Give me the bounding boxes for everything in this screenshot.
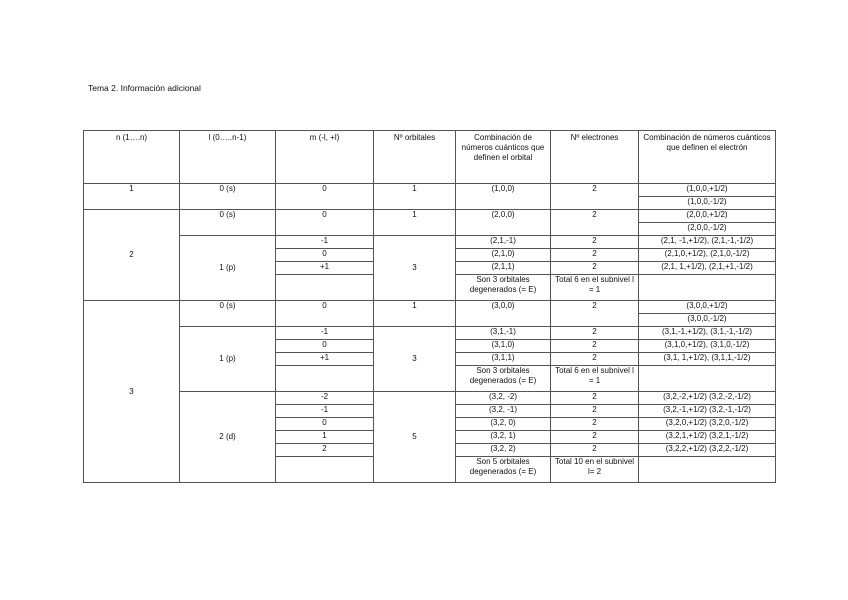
orbital-combination: (2,1,1) bbox=[456, 262, 551, 275]
electron-empty-cell bbox=[639, 275, 776, 301]
header-m: m (-l, +l) bbox=[276, 131, 374, 184]
m-value: -1 bbox=[276, 405, 374, 418]
orbital-summary: Son 3 orbitales degenerados (= E) bbox=[456, 366, 551, 392]
page-title: Tema 2. Información adicional bbox=[88, 83, 201, 93]
electron-count: 2 bbox=[551, 210, 639, 236]
table-row bbox=[84, 184, 776, 197]
orbital-combination: (3,2, -2) bbox=[456, 392, 551, 405]
m-empty-cell bbox=[276, 275, 374, 301]
m-value: 0 bbox=[276, 340, 374, 353]
electron-count: 2 bbox=[551, 327, 639, 340]
electron-combination: (3,2,1,+1/2) (3,2,1,-1/2) bbox=[639, 431, 776, 444]
quantum-numbers-table bbox=[83, 130, 776, 483]
m-value: 0 bbox=[276, 249, 374, 262]
m-value: 2 bbox=[276, 444, 374, 457]
electron-combination: (3,2,2,+1/2) (3,2,2,-1/2) bbox=[639, 444, 776, 457]
electron-empty-cell bbox=[639, 457, 776, 483]
electron-combination: (2,0,0,-1/2) bbox=[639, 223, 776, 236]
n-value: 3 bbox=[84, 301, 180, 483]
header-num-orbitales: Nº orbitales bbox=[374, 131, 456, 184]
electron-combination: (3,1,-1,+1/2), (3,1,-1,-1/2) bbox=[639, 327, 776, 340]
m-value: -1 bbox=[276, 327, 374, 340]
orbital-summary: Son 3 orbitales degenerados (= E) bbox=[456, 275, 551, 301]
electron-count: 2 bbox=[551, 184, 639, 210]
orbital-count: 3 bbox=[374, 327, 456, 392]
orbital-combination: (3,2, 2) bbox=[456, 444, 551, 457]
electron-summary: Total 10 en el subnivel l= 2 bbox=[551, 457, 639, 483]
m-empty-cell bbox=[276, 366, 374, 392]
electron-combination: (3,2,-1,+1/2) (3,2,-1,-1/2) bbox=[639, 405, 776, 418]
orbital-summary: Son 5 orbitales degenerados (= E) bbox=[456, 457, 551, 483]
electron-combination: (2,1, -1,+1/2), (2,1,-1,-1/2) bbox=[639, 236, 776, 249]
l-value: 0 (s) bbox=[180, 210, 276, 236]
m-value: -1 bbox=[276, 236, 374, 249]
orbital-count: 1 bbox=[374, 184, 456, 210]
orbital-combination: (3,1,0) bbox=[456, 340, 551, 353]
electron-combination: (2,1, 1,+1/2), (2,1,+1,-1/2) bbox=[639, 262, 776, 275]
n-value: 1 bbox=[84, 184, 180, 210]
orbital-combination: (2,1,0) bbox=[456, 249, 551, 262]
orbital-combination: (2,1,-1) bbox=[456, 236, 551, 249]
electron-combination: (3,2,0,+1/2) (3,2,0,-1/2) bbox=[639, 418, 776, 431]
l-value: 1 (p) bbox=[180, 327, 276, 392]
orbital-combination: (3,2, 0) bbox=[456, 418, 551, 431]
m-value: 1 bbox=[276, 431, 374, 444]
header-l: l (0…..n-1) bbox=[180, 131, 276, 184]
electron-combination: (1,0,0,-1/2) bbox=[639, 197, 776, 210]
electron-count: 2 bbox=[551, 262, 639, 275]
orbital-count: 1 bbox=[374, 301, 456, 327]
m-value: -2 bbox=[276, 392, 374, 405]
electron-combination: (1,0,0,+1/2) bbox=[639, 184, 776, 197]
m-value: 0 bbox=[276, 418, 374, 431]
electron-combination: (3,2,-2,+1/2) (3,2,-2,-1/2) bbox=[639, 392, 776, 405]
m-value: 0 bbox=[276, 301, 374, 327]
electron-count: 2 bbox=[551, 353, 639, 366]
electron-count: 2 bbox=[551, 236, 639, 249]
orbital-combination: (3,1,-1) bbox=[456, 327, 551, 340]
l-value: 2 (d) bbox=[180, 392, 276, 483]
table-row bbox=[84, 236, 776, 249]
m-empty-cell bbox=[276, 457, 374, 483]
header-comb-orbital: Combinación de números cuánticos que definen el orbital bbox=[456, 131, 551, 184]
orbital-combination: (2,0,0) bbox=[456, 210, 551, 236]
m-value: +1 bbox=[276, 262, 374, 275]
electron-count: 2 bbox=[551, 405, 639, 418]
electron-empty-cell bbox=[639, 366, 776, 392]
header-n: n (1….n) bbox=[84, 131, 180, 184]
l-value: 0 (s) bbox=[180, 184, 276, 210]
table-row bbox=[84, 327, 776, 340]
electron-combination: (3,0,0,+1/2) bbox=[639, 301, 776, 314]
electron-count: 2 bbox=[551, 340, 639, 353]
orbital-combination: (3,2, 1) bbox=[456, 431, 551, 444]
m-value: 0 bbox=[276, 210, 374, 236]
electron-count: 2 bbox=[551, 301, 639, 327]
electron-combination: (2,0,0,+1/2) bbox=[639, 210, 776, 223]
orbital-combination: (3,0,0) bbox=[456, 301, 551, 327]
electron-count: 2 bbox=[551, 392, 639, 405]
table-row bbox=[84, 210, 776, 223]
orbital-count: 5 bbox=[374, 392, 456, 483]
header-comb-electron: Combinación de números cuánticos que definen el electrón bbox=[639, 131, 776, 184]
header-num-electrones: Nº electrones bbox=[551, 131, 639, 184]
m-value: +1 bbox=[276, 353, 374, 366]
electron-combination: (3,1, 1,+1/2), (3,1,1,-1/2) bbox=[639, 353, 776, 366]
header-row bbox=[84, 131, 776, 184]
electron-combination: (3,1,0,+1/2), (3,1,0,-1/2) bbox=[639, 340, 776, 353]
orbital-combination: (3,1,1) bbox=[456, 353, 551, 366]
orbital-combination: (3,2, -1) bbox=[456, 405, 551, 418]
electron-count: 2 bbox=[551, 444, 639, 457]
electron-count: 2 bbox=[551, 249, 639, 262]
electron-count: 2 bbox=[551, 418, 639, 431]
orbital-count: 1 bbox=[374, 210, 456, 236]
orbital-count: 3 bbox=[374, 236, 456, 301]
electron-summary: Total 6 en el subnivel l = 1 bbox=[551, 275, 639, 301]
m-value: 0 bbox=[276, 184, 374, 210]
table-row bbox=[84, 392, 776, 405]
electron-combination: (2,1,0,+1/2), (2,1,0,-1/2) bbox=[639, 249, 776, 262]
electron-summary: Total 6 en el subnivel l = 1 bbox=[551, 366, 639, 392]
n-value: 2 bbox=[84, 210, 180, 301]
table-row bbox=[84, 301, 776, 314]
electron-combination: (3,0,0,-1/2) bbox=[639, 314, 776, 327]
l-value: 1 (p) bbox=[180, 236, 276, 301]
orbital-combination: (1,0,0) bbox=[456, 184, 551, 210]
electron-count: 2 bbox=[551, 431, 639, 444]
l-value: 0 (s) bbox=[180, 301, 276, 327]
